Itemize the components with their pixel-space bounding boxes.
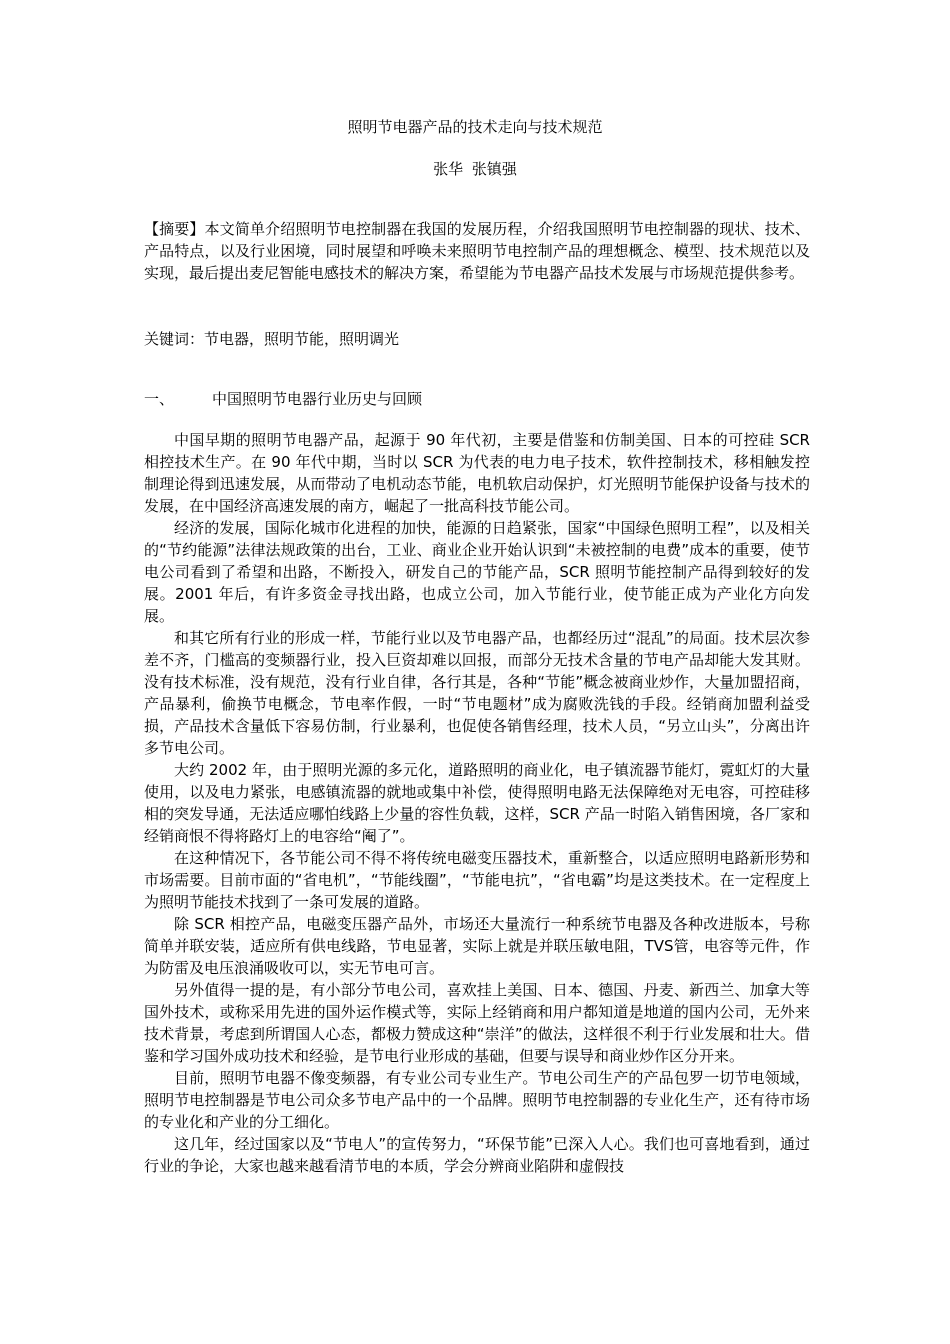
document-title: 照明节电器产品的技术走向与技术规范 (347, 118, 603, 136)
keywords-line: 关键词：节电器，照明节能，照明调光 (144, 330, 400, 348)
abstract-paragraph: 【摘要】本文简单介绍照明节电控制器在我国的发展历程，介绍我国照明节电控制器的现状、技术、产品特点，以及行业困境，同时展望和呼唤未来照明节电控制产品的理想概念、模型、技术规范以及实现，最后提出麦尼智能电感技术的解决方案，希望能为节电器产品技术发展与市场规范提供参考。 (144, 220, 810, 282)
section-body (144, 429, 810, 1177)
body-paragraph: 目前，照明节电器不像变频器，有专业公司专业生产。节电公司生产的产品包罗一切节电领域，照明节电控制器是节电公司众多节电产品中的一个品牌。照明节电控制器的专业化生产，还有待市场的专业化和产业的分工细化。 (144, 1069, 810, 1131)
body-paragraph: 这几年，经过国家以及“节电人”的宣传努力，“环保节能”已深入人心。我们也可喜地看到，通过行业的争论，大家也越来越看清节电的本质，学会分辨商业陷阱和虚假技 (144, 1135, 810, 1175)
body-paragraph: 另外值得一提的是，有小部分节电公司，喜欢挂上美国、日本、德国、丹麦、新西兰、加拿大等国外技术，或称采用先进的国外运作模式等，实际上经销商和用户都知道是地道的国内公司，无外来技术背景，考虑到所谓国人心态，都极力赞成这种“崇洋”的做法，这样很不利于行业发展和壮大。借鉴和学习国外成功技术和经验，是节电行业形成的基础，但要与误导和商业炒作区分开来。 (144, 981, 810, 1065)
body-paragraph: 中国早期的照明节电器产品，起源于 90 年代初，主要是借鉴和仿制美国、日本的可控硅 SCR 相控技术生产。在 90 年代中期，当时以 SCR 为代表的电力电子技术，软件控制技术，移相触发控制理论得到迅速发展，从而带动了电机动态节能，电机软启动保护，灯光照明节能保护设备与技术的发展，在中国经济高速发展的南方，崛起了一批高科技节能公司。 (144, 431, 810, 515)
document-authors: 张华 张镇强 (433, 160, 517, 178)
body-paragraph: 大约 2002 年，由于照明光源的多元化，道路照明的商业化，电子镇流器节能灯，霓虹灯的大量使用，以及电力紧张，电感镇流器的就地或集中补偿，使得照明电路无法保障绝对无电容，可控硅移相的突发导通，无法适应哪怕线路上少量的容性负载，这样，SCR 产品一时陷入销售困境，各厂家和经销商恨不得将路灯上的电容给“阉了”。 (144, 761, 810, 845)
section-number: 一、 (144, 390, 175, 408)
section-title: 中国照明节电器行业历史与回顾 (212, 390, 423, 408)
body-paragraph: 除 SCR 相控产品，电磁变压器产品外，市场还大量流行一种系统节电器及各种改进版本，号称简单并联安装，适应所有供电线路，节电显著，实际上就是并联压敏电阻，TVS管，电容等元件，作为防雷及电压浪涌吸收可以，实无节电可言。 (144, 915, 810, 977)
section-heading (144, 388, 810, 410)
body-paragraph: 在这种情况下，各节能公司不得不将传统电磁变压器技术，重新整合，以适应照明电路新形势和市场需要。目前市面的“省电机”，“节能线圈”，“节能电抗”，“省电霸”均是这类技术。在一定程度上为照明节能技术找到了一条可发展的道路。 (144, 849, 810, 911)
body-paragraph: 经济的发展，国际化城市化进程的加快，能源的日趋紧张，国家“中国绿色照明工程”，以及相关的“节约能源”法律法规政策的出台，工业、商业企业开始认识到“未被控制的电费”成本的重要，使节电公司看到了希望和出路，不断投入，研发自己的节能产品，SCR 照明节能控制产品得到较好的发展。2001 年后，有许多资金寻找出路，也成立公司，加入节能行业，使节能正成为产业化方向发展。 (144, 519, 810, 625)
body-paragraph: 和其它所有行业的形成一样，节能行业以及节电器产品，也都经历过“混乱”的局面。技术层次参差不齐，门槛高的变频器行业，投入巨资却难以回报，而部分无技术含量的节电产品却能大发其财。没有技术标准，没有规范，没有行业自律，各行其是，各种“节能”概念被商业炒作，大量加盟招商，产品暴利，偷换节电概念，节电率作假，一时“节电题材”成为腐败洗钱的手段。经销商加盟利益受损，产品技术含量低下容易仿制，行业暴利，也促使各销售经理，技术人员，“另立山头”，分离出许多节电公司。 (144, 629, 810, 757)
